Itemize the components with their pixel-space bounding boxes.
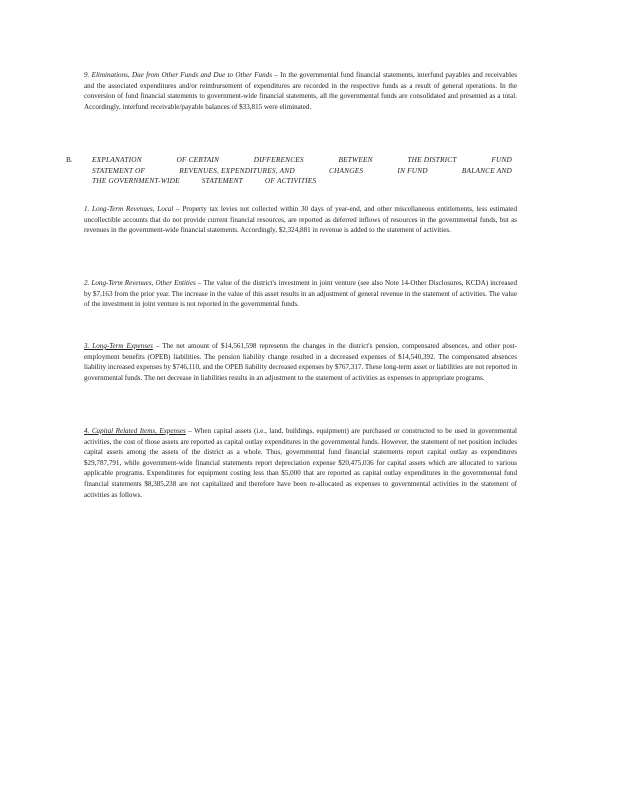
- item-title: 1. Long-Term Revenues, Local: [84, 205, 174, 213]
- note-item-capital-related: [84, 426, 517, 500]
- item-title: 3. Long-Term Expenses: [84, 342, 153, 350]
- heading-word: FUND: [491, 155, 512, 164]
- item-body: – The net amount of $14,561,598 represents the changes in the district's pension, compensated absences, and other post-employment benefits (OPEB) liabilities. The pension liability change resulted in a decreased expenses of $14,540,392. The compensated absences liability increased expenses by $746,110, and the OPEB liability decreased expenses by $767,317. These long-term asset or liabilities are not reported in governmental funds. The net decrease in liabilities results in an adjustment to the statement of activities as expenses to appropriate programs.: [84, 342, 517, 382]
- heading-word: OF CERTAIN: [176, 155, 220, 164]
- heading-word: STATEMENT OF: [92, 165, 146, 175]
- item-title: 9. Eliminations, Due from Other Funds and Due to Other Funds: [84, 71, 272, 79]
- heading-word: THE GOVERNMENT-WIDE: [92, 176, 180, 186]
- heading-word: REVENUES, EXPENDITURES, AND: [179, 165, 295, 175]
- heading-word: THE DISTRICT: [407, 155, 457, 164]
- note-item-eliminations: [84, 70, 517, 112]
- section-letter: B.: [66, 155, 73, 164]
- item-title: 2. Long-Term Revenues, Other Entities: [84, 279, 196, 287]
- heading-word: OF ACTIVITIES: [264, 176, 317, 186]
- note-item-long-term-revenues-other: [84, 278, 517, 310]
- item-body: – In the governmental fund financial statements, interfund payables and receivables and the associated expenditures and/or reimbursement of expenditures are recorded in the respective funds as a result of general operations. In the conversion of fund financial statements to government-wide financial statements, all the governmental funds are consolidated and presented as a total. Accordingly, interfund receivable/payable balances of $33,815 were eliminated.: [84, 71, 517, 111]
- heading-word: STATEMENT: [201, 176, 243, 186]
- item-title: 4. Capital Related Items, Expenses: [84, 427, 186, 435]
- note-item-long-term-expenses: [84, 341, 517, 383]
- item-body: – The value of the district's investment in joint venture (see also Note 14-Other Disclosures, KCDA) increased by $7,163 from the prior year. The increase in the value of this asset results in an adjustment of general revenue in the statement of activities. The value of the investment in joint venture is not reported in the governmental funds.: [84, 279, 517, 309]
- heading-word: BETWEEN: [338, 155, 373, 164]
- heading-word: EXPLANATION: [92, 155, 142, 164]
- heading-word: IN FUND: [397, 165, 428, 175]
- heading-word: DIFFERENCES: [253, 155, 304, 164]
- item-body: – Property tax levies not collected within 30 days of year-end, and other miscellaneous entitlements, less estimated uncollectible accounts that do not provide current financial resources, are reported as deferred inflows of resources in the governmental funds, but as revenues in the government-wide financial statements. Accordingly, $2,324,881 in revenue is added to the statement of activities.: [84, 205, 517, 235]
- heading-word: BALANCE AND: [461, 165, 512, 175]
- note-item-long-term-revenues-local: [84, 204, 517, 236]
- item-body: – When capital assets (i.e., land, buildings, equipment) are purchased or constructed to be used in governmental activities, the cost of those assets are reported as capital outlay expenditures in the governmental funds. However, the statement of net position includes capital assets among the assets of the district as a whole. Thus, governmental fund financial statements report capital outlay as expenditures $29,787,791, while government-wide financial statements report depreciation expense $20,475,036 for capital assets which are allocated to various applicable programs. Expenditures for equipment costing less than $5,000 that are reported as capital outlay expenditures in the governmental fund financial statements $8,385,238 are not capitalized and therefore have been re-allocated as expenses to governmental activities in the statement of activities as follows.: [84, 427, 517, 499]
- heading-word: CHANGES: [328, 165, 364, 175]
- section-heading: [92, 155, 512, 187]
